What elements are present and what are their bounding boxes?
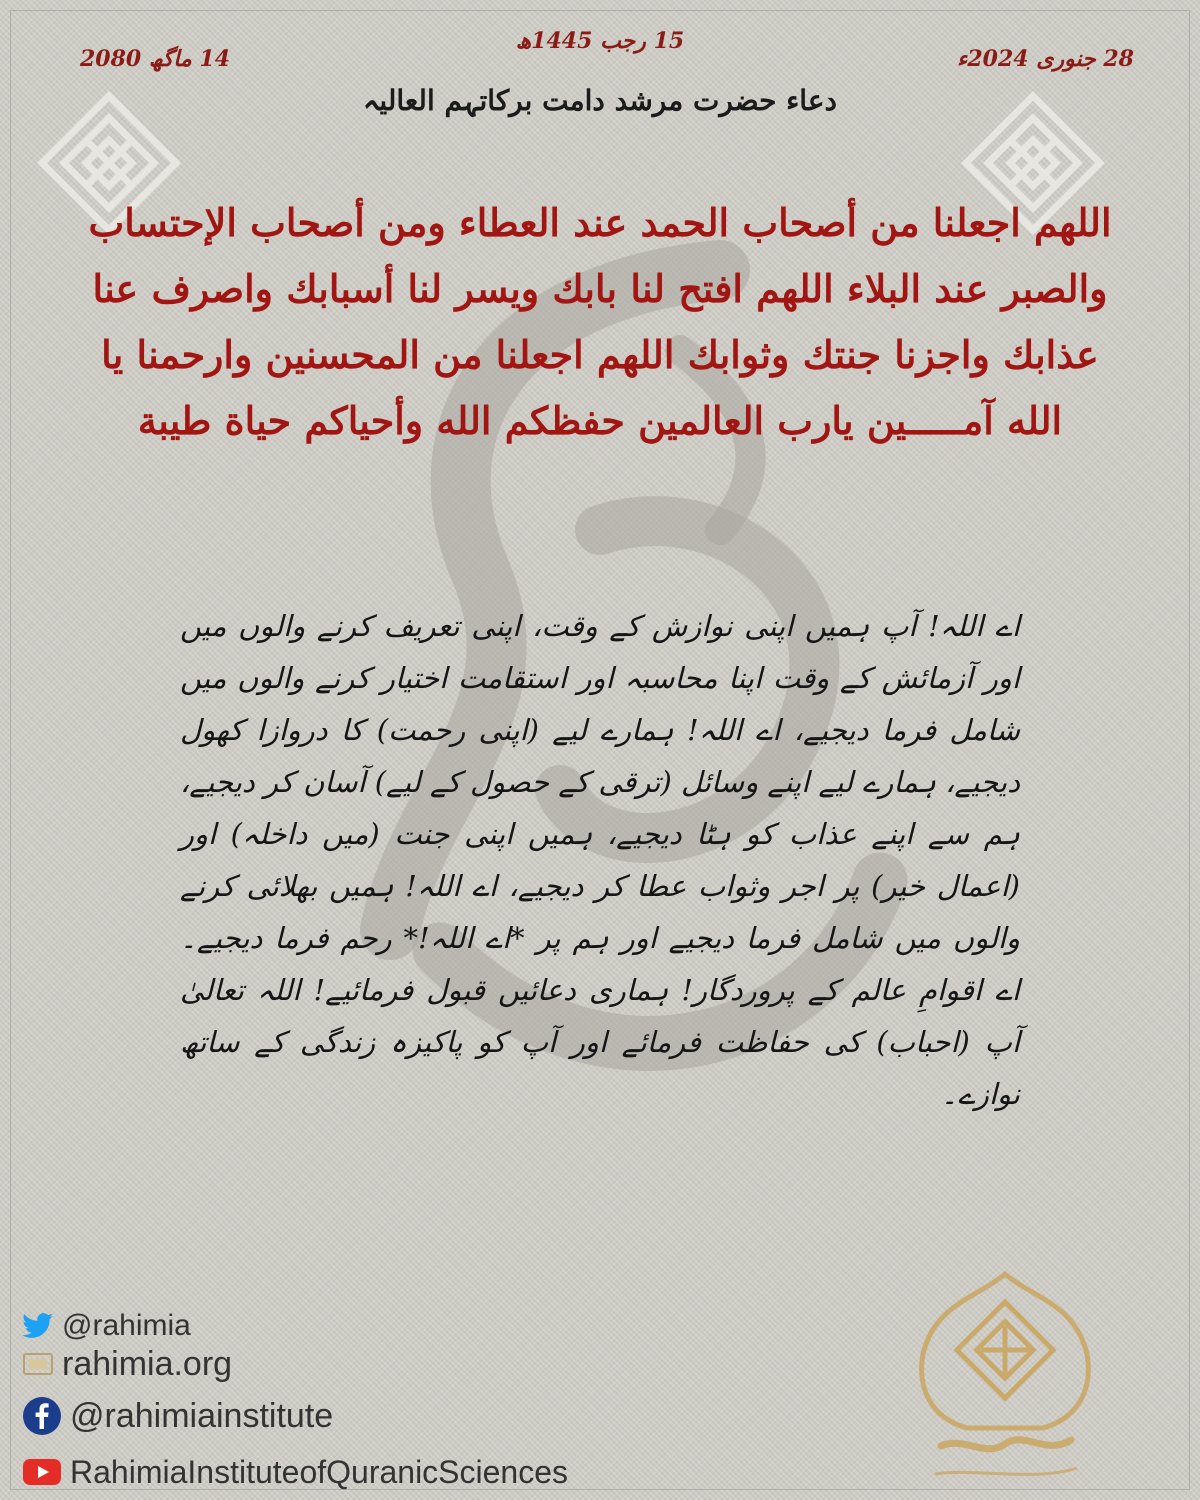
- youtube-channel: RahimiaInstituteofQuranicSciences: [70, 1453, 569, 1490]
- facebook-icon: [22, 1396, 62, 1436]
- facebook-handle: @rahimiainstitute: [70, 1396, 334, 1435]
- hijri-date: 15 رجب 1445ھ: [515, 28, 685, 54]
- youtube-icon: [22, 1458, 62, 1486]
- website-url: rahimia.org: [62, 1344, 233, 1383]
- twitter-icon: [22, 1312, 54, 1340]
- arabic-dua: اللهم اجعلنا من أصحاب الحمد عند العطاء ومن أصحاب الإحتساب والصبر عند البلاء اللهم افتح لنا بابك ويسر لنا أسبابك واصرف عنا عذابك واجزنا جنتك وثوابك اللهم اجعلنا من المحسنين وارحمنا يا الله آمـــــين يارب العالمين حفظكم الله وأحياكم حياة طيبة: [88, 200, 1112, 443]
- page-title: دعاء حضرت مرشد دامت برکاتہم العالیہ: [362, 84, 838, 117]
- desi-date: 14 ماگھ 2080: [80, 46, 231, 72]
- facebook-link[interactable]: [22, 1392, 333, 1440]
- website-link[interactable]: [22, 1340, 232, 1388]
- gregorian-date: 28 جنوری 2024ء: [957, 46, 1134, 72]
- web-icon: [22, 1351, 54, 1377]
- twitter-handle: @rahimia: [62, 1309, 191, 1342]
- urdu-translation: اے اللہ! آپ ہمیں اپنی نوازش کے وقت، اپنی تعریف کرنے والوں میں اور آزمائش کے وقت اپنا محاسبہ اور استقامت اختیار کرنے والوں میں شامل فرما دیجیے، اے اللہ! ہمارے لیے (اپنی رحمت) کا دروازا کھول دیجیے، ہمارے لیے اپنے وسائل (ترقی کے حصول کے لیے) آسان کر دیجیے، ہم سے اپنے عذاب کو ہٹا دیجیے، ہمیں اپنی جنت (میں داخلہ) اور (اعمال خیر) پر اجر وثواب عطا کر دیجیے، اے اللہ! ہمیں بھلائی کرنے والوں میں شامل فرما دیجیے اور ہم پر *اے اللہ!* رحم فرما دیجیے۔ اے اقوامِ عالم کے پروردگار! ہماری دعائیں قبول فرمائیے! اللہ تعالیٰ آپ (احباب) کی حفاظت فرمائے اور آپ کو پاکیزہ زندگی کے ساتھ نوازے۔: [180, 609, 1020, 1111]
- youtube-link[interactable]: [22, 1448, 568, 1496]
- rahimia-logo: [905, 1268, 1105, 1498]
